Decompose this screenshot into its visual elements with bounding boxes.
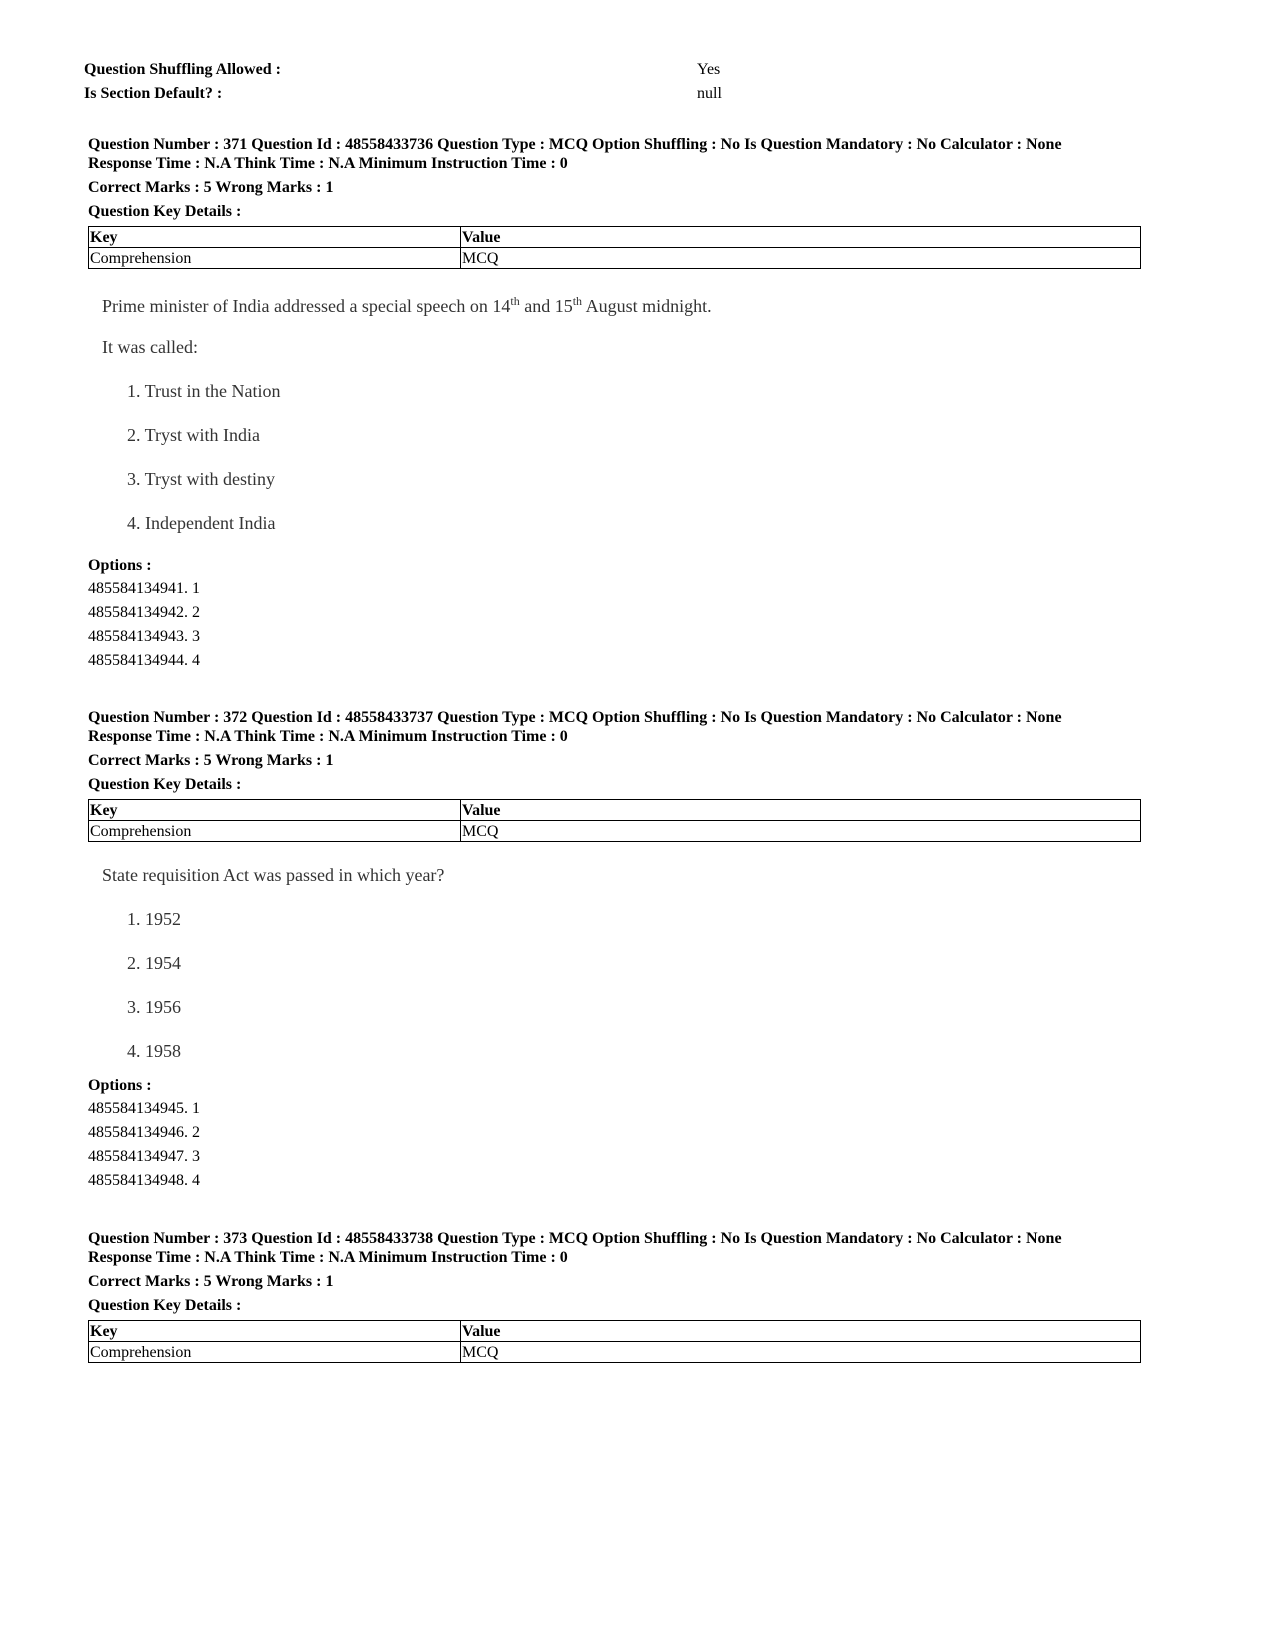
option-item: 485584134944. 4 — [88, 652, 200, 669]
table-header-row — [89, 227, 1141, 248]
question-header-372: Question Number : 372 Question Id : 48558433737 Question Type : MCQ Option Shuffling : No Is Question Mandatory : No Calculator : None — [88, 709, 1062, 726]
options-label-372: Options : — [88, 1077, 152, 1094]
option-item: 485584134943. 3 — [88, 628, 200, 645]
question-timing-372: Response Time : N.A Think Time : N.A Minimum Instruction Time : 0 — [88, 728, 568, 745]
question-marks-371: Correct Marks : 5 Wrong Marks : 1 — [88, 179, 334, 196]
table-row — [89, 1342, 1141, 1363]
key-details-table-372 — [88, 799, 1141, 842]
choice-item: 1. Trust in the Nation — [127, 381, 281, 401]
value-cell: MCQ — [461, 821, 1141, 842]
table-row — [89, 248, 1141, 269]
question-stem-line2-371: It was called: — [102, 337, 198, 357]
option-item: 485584134948. 4 — [88, 1172, 200, 1189]
choice-item: 4. 1958 — [127, 1041, 181, 1061]
choice-item: 2. 1954 — [127, 953, 181, 973]
key-cell: Comprehension — [89, 1342, 461, 1363]
key-details-table-371 — [88, 226, 1141, 269]
key-header: Key — [89, 1321, 461, 1342]
value-header: Value — [461, 800, 1141, 821]
question-header-373: Question Number : 373 Question Id : 48558433738 Question Type : MCQ Option Shuffling : No Is Question Mandatory : No Calculator : None — [88, 1230, 1062, 1247]
key-cell: Comprehension — [89, 821, 461, 842]
question-timing-371: Response Time : N.A Think Time : N.A Minimum Instruction Time : 0 — [88, 155, 568, 172]
choice-item: 3. 1956 — [127, 997, 181, 1017]
choice-item: 3. Tryst with destiny — [127, 469, 276, 489]
key-details-label-372: Question Key Details : — [88, 776, 242, 793]
key-details-label-373: Question Key Details : — [88, 1297, 242, 1314]
table-header-row — [89, 800, 1141, 821]
option-item: 485584134947. 3 — [88, 1148, 200, 1165]
question-stem-372: State requisition Act was passed in which year? — [102, 865, 445, 885]
shuffling-value: Yes — [697, 61, 721, 78]
question-timing-373: Response Time : N.A Think Time : N.A Minimum Instruction Time : 0 — [88, 1249, 568, 1266]
option-item: 485584134941. 1 — [88, 580, 200, 597]
question-marks-372: Correct Marks : 5 Wrong Marks : 1 — [88, 752, 334, 769]
question-stem-371: Prime minister of India addressed a special speech on 14th and 15th August midnight. — [102, 294, 712, 316]
key-details-label-371: Question Key Details : — [88, 203, 242, 220]
key-header: Key — [89, 800, 461, 821]
section-default-value: null — [697, 85, 722, 102]
option-item: 485584134942. 2 — [88, 604, 200, 621]
key-details-table-373 — [88, 1320, 1141, 1363]
option-item: 485584134946. 2 — [88, 1124, 200, 1141]
key-cell: Comprehension — [89, 248, 461, 269]
choice-item: 1. 1952 — [127, 909, 181, 929]
shuffling-label: Question Shuffling Allowed : — [84, 61, 281, 78]
table-header-row — [89, 1321, 1141, 1342]
key-header: Key — [89, 227, 461, 248]
value-header: Value — [461, 1321, 1141, 1342]
question-header-371: Question Number : 371 Question Id : 48558433736 Question Type : MCQ Option Shuffling : No Is Question Mandatory : No Calculator : None — [88, 136, 1062, 153]
value-cell: MCQ — [461, 1342, 1141, 1363]
value-header: Value — [461, 227, 1141, 248]
value-cell: MCQ — [461, 248, 1141, 269]
question-marks-373: Correct Marks : 5 Wrong Marks : 1 — [88, 1273, 334, 1290]
choice-item: 4. Independent India — [127, 513, 276, 533]
section-default-label: Is Section Default? : — [84, 85, 223, 102]
choice-item: 2. Tryst with India — [127, 425, 261, 445]
option-item: 485584134945. 1 — [88, 1100, 200, 1117]
options-label-371: Options : — [88, 557, 152, 574]
table-row — [89, 821, 1141, 842]
